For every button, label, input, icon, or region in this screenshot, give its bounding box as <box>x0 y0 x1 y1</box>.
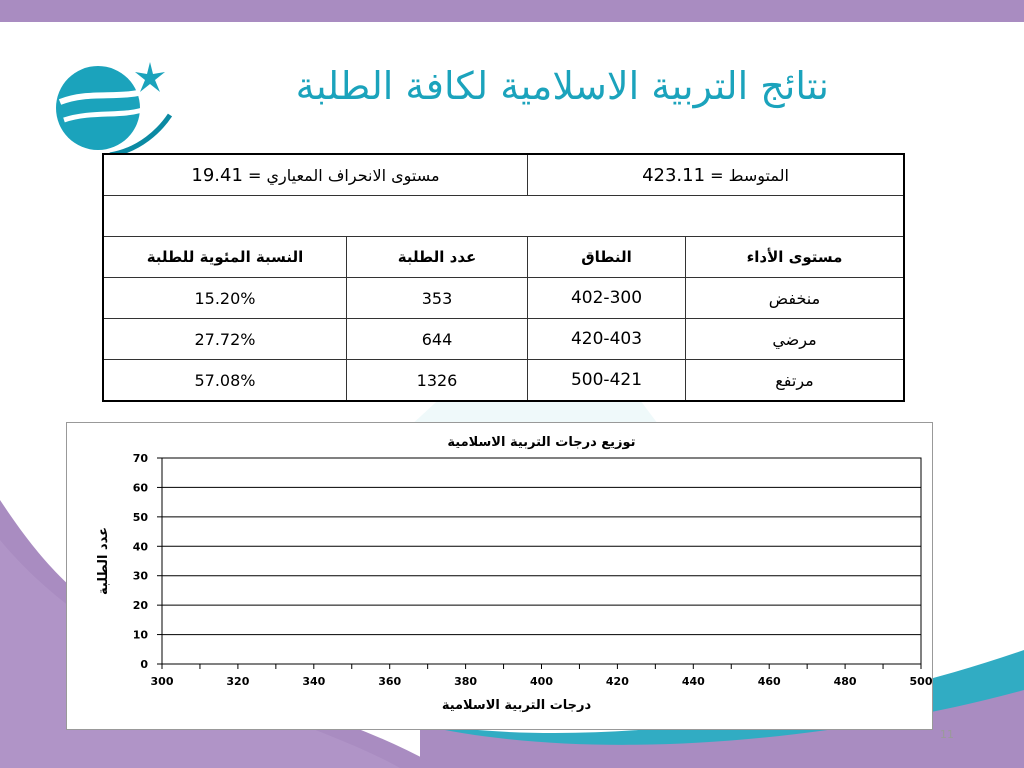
std-label: مستوى الانحراف المعياري = <box>248 165 440 185</box>
x-tick-label: 300 <box>150 675 174 688</box>
y-tick-label: 30 <box>132 569 148 583</box>
x-tick-label: 420 <box>605 675 629 688</box>
std-cell <box>103 154 528 196</box>
mean-label: المتوسط = <box>710 165 789 185</box>
row-percent: 57.08% <box>103 360 347 402</box>
std-value: 19.41 <box>191 164 243 186</box>
table-row <box>103 319 904 360</box>
row-count: 644 <box>347 319 528 360</box>
row-range: 402-300 <box>528 278 686 319</box>
mean-value: 423.11 <box>642 164 706 186</box>
slide-number: 11 <box>940 728 954 741</box>
row-range: 500-421 <box>528 360 686 402</box>
x-tick-label: 440 <box>681 675 705 688</box>
x-tick-label: 320 <box>226 675 250 688</box>
x-tick-label: 500 <box>909 675 932 688</box>
row-count: 353 <box>347 278 528 319</box>
table-row <box>103 278 904 319</box>
chart-canvas <box>67 423 932 729</box>
chart-title: توزيع درجات التربية الاسلامية <box>447 435 636 450</box>
header-percent: النسبة المئوية للطلبة <box>103 237 347 278</box>
header-row <box>103 237 904 278</box>
x-tick-label: 360 <box>378 675 402 688</box>
mean-cell <box>528 154 905 196</box>
y-tick-label: 60 <box>132 481 148 495</box>
header-performance: مستوى الأداء <box>686 237 905 278</box>
y-tick-label: 0 <box>140 658 148 671</box>
logo-icon <box>50 60 180 165</box>
distribution-chart <box>66 422 933 730</box>
row-count: 1326 <box>347 360 528 402</box>
y-tick-label: 40 <box>132 540 148 554</box>
y-tick-label: 20 <box>132 599 148 613</box>
summary-row <box>103 154 904 196</box>
y-tick-label: 50 <box>132 510 148 524</box>
empty-row <box>103 196 904 237</box>
header-range: النطاق <box>528 237 686 278</box>
x-tick-label: 400 <box>530 675 553 688</box>
y-axis-label: عدد الطلبة <box>96 526 111 596</box>
y-tick-label: 10 <box>132 628 148 642</box>
plot-area <box>162 458 921 664</box>
empty-cell <box>103 196 904 237</box>
row-percent: 15.20% <box>103 278 347 319</box>
table-row <box>103 360 904 402</box>
page-title: نتائج التربية الاسلامية لكافة الطلبة <box>295 64 829 108</box>
x-tick-label: 460 <box>757 675 781 688</box>
results-table <box>102 153 905 402</box>
x-tick-label: 340 <box>302 675 326 688</box>
x-tick-label: 480 <box>833 675 857 688</box>
row-performance: مرضي <box>686 319 905 360</box>
x-tick-label: 380 <box>454 675 478 688</box>
y-tick-label: 70 <box>132 452 148 465</box>
row-performance: مرتفع <box>686 360 905 402</box>
x-axis-label: درجات التربية الاسلامية <box>441 698 592 713</box>
row-percent: 27.72% <box>103 319 347 360</box>
row-range: 420-403 <box>528 319 686 360</box>
header-count: عدد الطلبة <box>347 237 528 278</box>
row-performance: منخفض <box>686 278 905 319</box>
